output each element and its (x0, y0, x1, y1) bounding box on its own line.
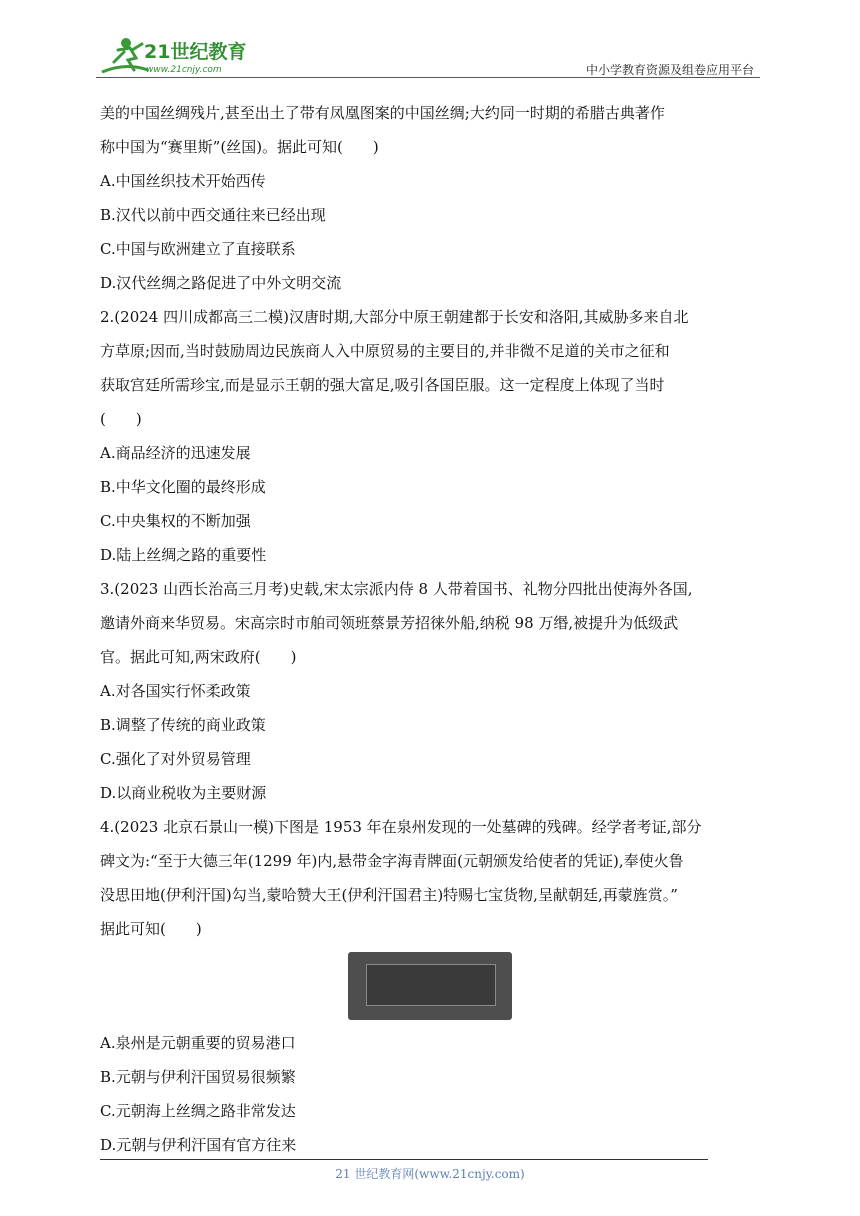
q4-stem-line: 碑文为:“至于大德三年(1299 年)内,悬带金字海青牌面(元朝颁发给使者的凭证),奉使火鲁 (100, 852, 684, 870)
platform-name: 中小学教育资源及组卷应用平台 (585, 63, 754, 77)
footer-divider (100, 1159, 708, 1160)
21cnjy-logo (96, 34, 266, 78)
q2-option-a: A.商品经济的迅速发展 (100, 444, 251, 462)
q1-option-a: A.中国丝织技术开始西传 (100, 172, 266, 190)
q2-stem-line: 方草原;因而,当时鼓励周边民族商人入中原贸易的主要目的,并非微不足道的关市之征和 (100, 342, 670, 360)
q1-stem-line: 称中国为“赛里斯”(丝国)。据此可知( ) (100, 138, 379, 156)
q1-option-d: D.汉代丝绸之路促进了中外文明交流 (100, 274, 342, 292)
q3-option-a: A.对各国实行怀柔政策 (100, 682, 251, 700)
q3-stem-line: 官。据此可知,两宋政府( ) (100, 648, 297, 666)
q2-stem-line: ( ) (100, 410, 142, 428)
q1-option-b: B.汉代以前中西交通往来已经出现 (100, 206, 326, 224)
logo-text: 21世纪教育 (144, 41, 247, 63)
q3-option-d: D.以商业税收为主要财源 (100, 784, 267, 802)
q4-option-a: A.泉州是元朝重要的贸易港口 (100, 1034, 296, 1052)
tombstone-photo (348, 952, 512, 1020)
page-header (96, 34, 760, 78)
q1-option-c: C.中国与欧洲建立了直接联系 (100, 240, 296, 258)
footer-link[interactable]: 21 世纪教育网(www.21cnjy.com) (335, 1167, 525, 1181)
q2-option-c: C.中央集权的不断加强 (100, 512, 251, 530)
q4-option-d: D.元朝与伊利汗国有官方往来 (100, 1136, 297, 1154)
q2-option-d: D.陆上丝绸之路的重要性 (100, 546, 267, 564)
question-content (100, 96, 764, 1162)
q4-stem-line: 没思田地(伊利汗国)勾当,蒙哈赞大王(伊利汗国君主)特赐七宝货物,呈献朝廷,再蒙旌赏。” (100, 886, 678, 904)
q2-stem-line: 2.(2024 四川成都高三二模)汉唐时期,大部分中原王朝建都于长安和洛阳,其威胁多来自北 (100, 308, 689, 326)
header-divider (96, 77, 760, 78)
q3-stem-line: 邀请外商来华贸易。宋高宗时市舶司领班蔡景芳招徕外船,纳税 98 万缗,被提升为低级武 (100, 614, 679, 632)
q3-option-c: C.强化了对外贸易管理 (100, 750, 251, 768)
q4-stem-line: 据此可知( ) (100, 920, 202, 938)
tombstone-inscription-panel (366, 964, 496, 1006)
q2-option-b: B.中华文化圈的最终形成 (100, 478, 266, 496)
q2-stem-line: 获取宫廷所需珍宝,而是显示王朝的强大富足,吸引各国臣服。这一定程度上体现了当时 (100, 376, 665, 394)
q3-stem-line: 3.(2023 山西长治高三月考)史载,宋太宗派内侍 8 人带着国书、礼物分四批出使海外各国, (100, 580, 693, 598)
q1-stem-line: 美的中国丝绸残片,甚至出土了带有凤凰图案的中国丝绸;大约同一时期的希腊古典著作 (100, 104, 665, 122)
q4-option-b: B.元朝与伊利汗国贸易很频繁 (100, 1068, 296, 1086)
logo-url: www.21cnjy.com (146, 65, 222, 75)
q4-option-c: C.元朝海上丝绸之路非常发达 (100, 1102, 296, 1120)
q4-stem-line: 4.(2023 北京石景山一模)下图是 1953 年在泉州发现的一处墓碑的残碑。经学者考证,部分 (100, 818, 702, 836)
q3-option-b: B.调整了传统的商业政策 (100, 716, 266, 734)
